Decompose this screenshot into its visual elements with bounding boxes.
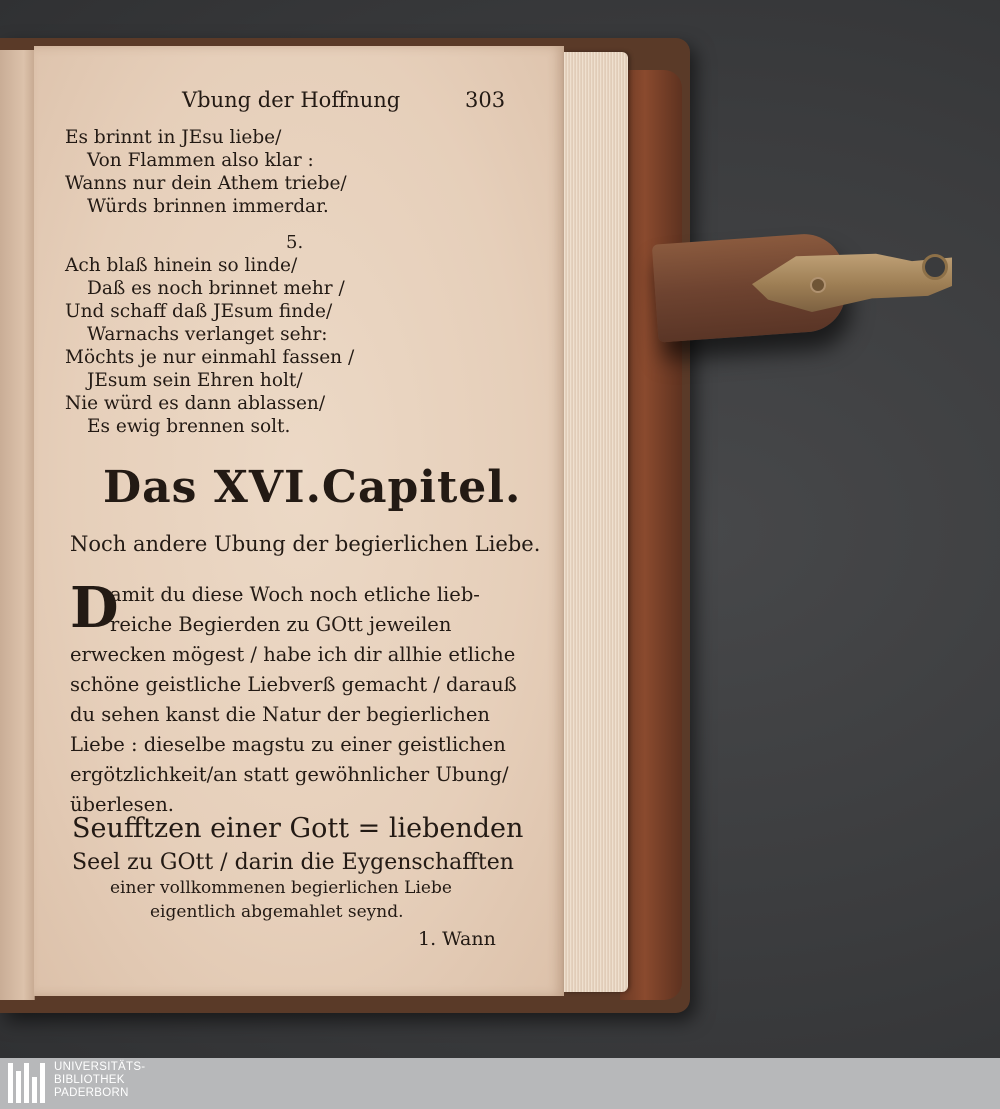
verse-line: JEsum sein Ehren holt/ [87,370,303,391]
logo-line: BIBLIOTHEK [54,1074,125,1086]
running-head: Vbung der Hoffnung [182,88,401,112]
section-heading [72,812,523,880]
chapter-title: Das XVI.Capitel. [103,462,522,513]
page-edges [564,52,628,992]
prose-line: amit du diese Woch noch etliche lieb- [110,583,480,606]
verse-line: Daß es noch brinnet mehr / [87,278,345,299]
prose-line: überlesen. [70,793,174,816]
verse-line: Ach blaß hinein so linde/ [65,255,298,276]
clasp-rivet-icon [810,277,826,293]
chapter-subtitle: Noch andere Ubung der begierlichen Liebe. [70,532,541,556]
verse-line: Möchts je nur einmahl fassen / [65,347,355,368]
logo-line: PADERBORN [54,1087,129,1099]
prose-paragraph [70,575,517,820]
verse-stanza-4 [65,126,347,218]
prose-line: ergötzlichkeit/an statt gewöhnlicher Ubung/ [70,763,509,786]
section-heading-continued [110,876,452,924]
catchword: 1. Wann [418,928,496,950]
verse-line: Und schaff daß JEsum finde/ [65,301,333,322]
section-heading-line: Seufftzen einer Gott = liebenden [72,813,524,844]
page-number: 303 [465,88,506,112]
drop-capital: D [70,575,119,641]
book-cover-edge [620,70,682,1000]
library-logo-text [54,1061,145,1100]
prose-line: Liebe : dieselbe magstu zu einer geistlichen [70,733,506,756]
section-heading-line: Seel zu GOtt / darin die Eygenschafften [72,850,514,875]
verse-line: Warnachs verlanget sehr: [87,324,328,345]
logo-line: UNIVERSITÄTS- [54,1061,146,1073]
verse-line: Würds brinnen immerdar. [87,196,329,217]
library-logo-icon [8,1063,48,1103]
clasp-hole-icon [922,254,948,280]
prose-line: du sehen kanst die Natur der begierlichen [70,703,490,726]
prose-line: schöne geistliche Liebverß gemacht / darauß [70,673,517,696]
verse-line: Nie würd es dann ablassen/ [65,393,326,414]
stanza-number: 5. [286,232,304,253]
facing-page-edge [0,50,35,1000]
footer-bar [0,1058,1000,1109]
verse-line: Es brinnt in JEsu liebe/ [65,127,282,148]
verse-line: Wanns nur dein Athem triebe/ [65,173,347,194]
verse-line: Von Flammen also klar : [87,150,314,171]
section-heading-line: eigentlich abgemahlet seynd. [150,902,404,922]
prose-line: reiche Begierden zu GOtt jeweilen [110,613,452,636]
verse-stanza-5 [65,254,354,438]
prose-line: erwecken mögest / habe ich dir allhie etliche [70,643,516,666]
section-heading-line: einer vollkommenen begierlichen Liebe [110,878,452,898]
verse-line: Es ewig brennen solt. [87,416,291,437]
